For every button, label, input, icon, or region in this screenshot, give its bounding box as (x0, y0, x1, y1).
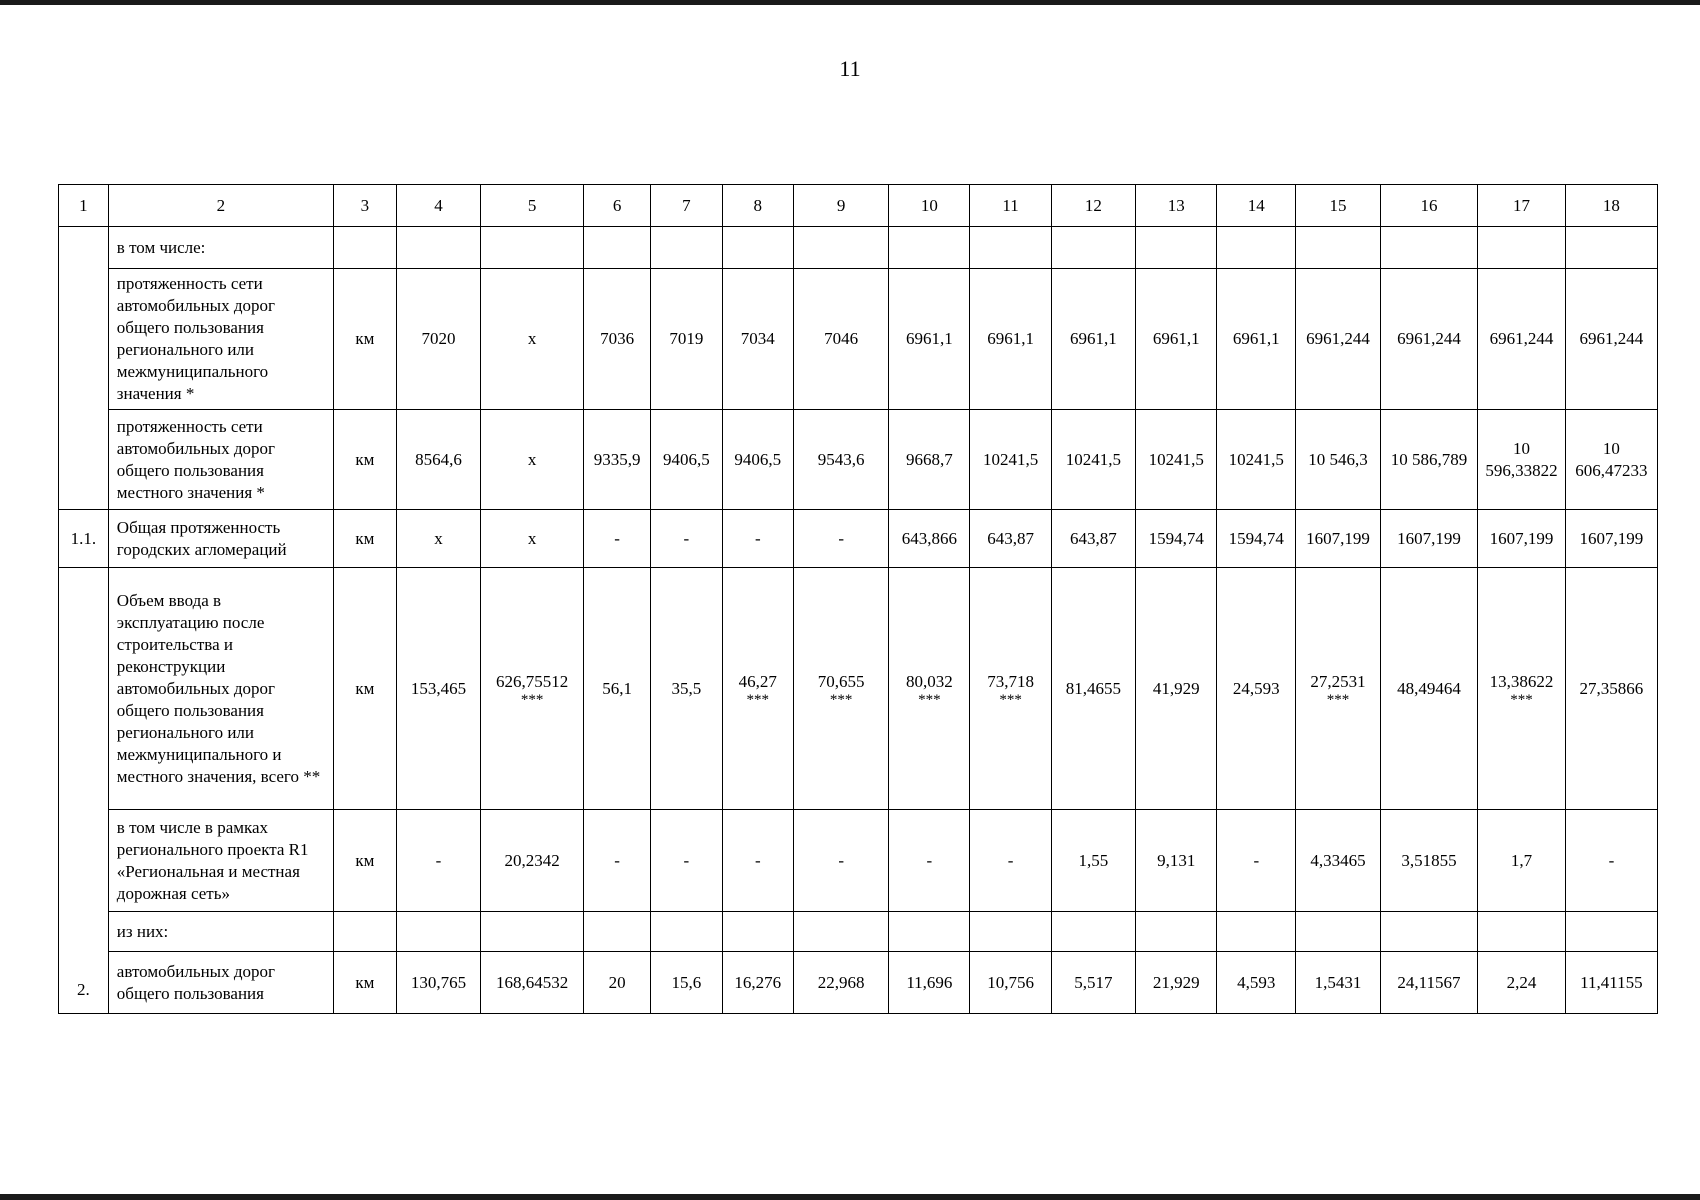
value-cell (889, 952, 970, 1014)
bottom-scan-border (0, 1194, 1700, 1200)
value-cell (1296, 269, 1380, 410)
value-text: 5,517 (1074, 972, 1113, 992)
value-cell (889, 568, 970, 810)
header-cell: 15 (1296, 185, 1380, 227)
table-row (59, 810, 1658, 912)
unit-cell: км (333, 568, 396, 810)
value-cell (584, 952, 651, 1014)
value-cell (396, 810, 480, 912)
value-cell (651, 269, 722, 410)
value-text: 1607,199 (1306, 528, 1370, 548)
value-cell (1051, 568, 1135, 810)
footnote-mark: *** (999, 691, 1022, 708)
header-cell: 4 (396, 185, 480, 227)
value-cell (722, 912, 793, 952)
value-cell (1051, 269, 1135, 410)
value-text: 643,87 (1070, 528, 1117, 548)
value-cell (722, 227, 793, 269)
value-text: 11,696 (906, 972, 953, 992)
value-cell (794, 410, 889, 510)
value-cell (1136, 952, 1217, 1014)
header-cell: 6 (584, 185, 651, 227)
value-text: 20,2342 (504, 850, 560, 870)
value-text: 6961,244 (1579, 329, 1644, 348)
value-cell (1136, 810, 1217, 912)
value-text: 11,41155 (1580, 972, 1643, 992)
header-cell: 5 (481, 185, 584, 227)
value-cell (794, 568, 889, 810)
value-cell (970, 568, 1051, 810)
value-text: 24,11567 (1397, 972, 1461, 992)
value-text: 27,2531 (1310, 671, 1366, 691)
value-text: 1594,74 (1228, 528, 1284, 548)
unit-cell: км (333, 810, 396, 912)
value-text: 1594,74 (1148, 528, 1204, 548)
value-cell (1478, 510, 1566, 568)
value-text: 1,7 (1510, 850, 1533, 870)
value-text: 10 606,47233 (1575, 438, 1648, 480)
value-cell (651, 410, 722, 510)
value-cell (1136, 912, 1217, 952)
value-text: 6961,1 (1232, 329, 1280, 348)
header-cell: 9 (794, 185, 889, 227)
value-cell (481, 510, 584, 568)
header-cell: 8 (722, 185, 793, 227)
value-text: 21,929 (1152, 972, 1200, 992)
value-text: 2,24 (1506, 972, 1537, 992)
value-cell (584, 269, 651, 410)
header-cell: 16 (1380, 185, 1477, 227)
value-text: 3,51855 (1401, 850, 1457, 870)
value-text: 1607,199 (1489, 528, 1554, 548)
value-text: х (434, 528, 443, 548)
value-cell (1217, 227, 1296, 269)
value-text: 7046 (824, 329, 859, 348)
header-cell: 14 (1217, 185, 1296, 227)
value-text: 10 586,789 (1390, 449, 1468, 469)
value-cell (970, 227, 1051, 269)
value-cell (481, 269, 584, 410)
value-text: 56,1 (602, 678, 632, 698)
value-text: 13,38622 (1489, 671, 1554, 691)
value-cell (1565, 269, 1657, 410)
value-cell (396, 227, 480, 269)
value-cell (970, 810, 1051, 912)
description-cell: Объем ввода в эксплуатацию после строительства и реконструкции автомобильных дорог общего пользования регионального или межмуниципального и местного значения, всего ** (108, 568, 333, 810)
value-text: 10 546,3 (1308, 449, 1368, 469)
value-cell (1565, 912, 1657, 952)
header-cell: 13 (1136, 185, 1217, 227)
value-text: 6961,244 (1397, 329, 1461, 348)
row-number-cell (59, 227, 109, 510)
value-text: - (838, 850, 844, 870)
footnote-mark: *** (1510, 691, 1533, 708)
row-number-cell: 2. (59, 568, 109, 1014)
value-cell (1217, 810, 1296, 912)
value-cell (584, 510, 651, 568)
value-cell (584, 227, 651, 269)
value-cell (396, 510, 480, 568)
value-text: 16,276 (734, 972, 782, 992)
footnote-mark: *** (746, 691, 770, 708)
value-text: 4,593 (1237, 972, 1276, 992)
value-text: 27,35866 (1579, 678, 1644, 698)
description-cell: протяженность сети автомобильных дорог общего пользования местного значения * (108, 410, 333, 510)
value-text: 1,55 (1078, 850, 1109, 870)
value-cell (970, 952, 1051, 1014)
value-text: - (754, 528, 761, 548)
value-text: - (435, 850, 442, 870)
unit-cell: км (333, 269, 396, 410)
value-text: 10 596,33822 (1485, 438, 1558, 480)
table-row (59, 227, 1658, 269)
value-cell (889, 410, 970, 510)
value-cell (1565, 952, 1657, 1014)
value-text: 130,765 (410, 972, 467, 992)
value-cell (794, 510, 889, 568)
table-row (59, 952, 1658, 1014)
value-cell (1565, 568, 1657, 810)
value-cell (481, 912, 584, 952)
value-text: 7019 (669, 329, 704, 348)
value-cell (1380, 227, 1477, 269)
value-cell (1136, 510, 1217, 568)
value-cell (1136, 227, 1217, 269)
value-text: 6961,1 (906, 329, 953, 348)
value-text: 8564,6 (415, 449, 462, 469)
value-text: 15,6 (671, 972, 702, 992)
value-cell (584, 568, 651, 810)
value-text: - (614, 850, 620, 870)
value-cell (1296, 227, 1380, 269)
value-text: х (527, 329, 537, 348)
description-cell: из них: (108, 912, 333, 952)
value-cell (794, 227, 889, 269)
unit-cell: км (333, 510, 396, 568)
value-cell (794, 810, 889, 912)
footnote-mark: *** (918, 691, 941, 708)
value-cell (584, 410, 651, 510)
footnote-mark: *** (520, 691, 544, 708)
value-cell (1478, 810, 1566, 912)
value-text: 9335,9 (593, 449, 641, 469)
unit-cell (333, 912, 396, 952)
footnote-mark: *** (829, 691, 853, 708)
value-cell (1051, 510, 1135, 568)
value-cell (1380, 912, 1477, 952)
value-text: - (754, 850, 761, 870)
value-text: 80,032 (906, 671, 953, 691)
value-cell (1380, 568, 1477, 810)
value-cell (584, 912, 651, 952)
value-text: - (1007, 850, 1014, 870)
description-cell: Общая протяженность городских агломераций (108, 510, 333, 568)
header-cell: 1 (59, 185, 109, 227)
value-cell (651, 227, 722, 269)
value-cell (1380, 410, 1477, 510)
value-cell (889, 912, 970, 952)
value-text: 10241,5 (1065, 449, 1121, 469)
value-text: 10241,5 (1148, 449, 1204, 469)
value-text: 73,718 (987, 671, 1034, 691)
value-text: - (926, 850, 933, 870)
row-number-cell: 1.1. (59, 510, 109, 568)
header-row (59, 185, 1658, 227)
footnote-mark: *** (1326, 691, 1350, 708)
value-text: 1,5431 (1314, 972, 1362, 992)
value-cell (1296, 410, 1380, 510)
value-cell (1478, 912, 1566, 952)
value-cell (1296, 952, 1380, 1014)
value-cell (889, 227, 970, 269)
table-row (59, 510, 1658, 568)
description-cell: в том числе в рамках регионального проекта R1 «Региональная и местная дорожная сеть» (108, 810, 333, 912)
unit-cell (333, 227, 396, 269)
value-cell (794, 952, 889, 1014)
value-cell (1380, 269, 1477, 410)
value-cell (396, 269, 480, 410)
unit-cell: км (333, 410, 396, 510)
value-cell (1478, 952, 1566, 1014)
value-cell (1051, 912, 1135, 952)
value-text: 4,33465 (1310, 850, 1366, 870)
value-text: - (683, 528, 690, 548)
value-cell (794, 269, 889, 410)
value-cell (651, 568, 722, 810)
header-cell: 2 (108, 185, 333, 227)
value-text: 7020 (421, 329, 456, 348)
value-text: - (1608, 850, 1615, 870)
value-text: 9543,6 (817, 449, 865, 469)
table-row (59, 568, 1658, 810)
header-cell: 3 (333, 185, 396, 227)
value-cell (1051, 227, 1135, 269)
value-cell (396, 410, 480, 510)
value-text: 22,968 (817, 972, 865, 992)
value-cell (1565, 410, 1657, 510)
value-cell (1478, 269, 1566, 410)
value-text: 35,5 (671, 678, 702, 698)
value-text: - (683, 850, 690, 870)
header-cell: 7 (651, 185, 722, 227)
value-cell (1380, 510, 1477, 568)
value-cell (1051, 810, 1135, 912)
value-text: 626,75512 (495, 671, 569, 691)
value-cell (1217, 410, 1296, 510)
value-cell (1478, 227, 1566, 269)
header-cell: 18 (1565, 185, 1657, 227)
value-text: 9668,7 (906, 449, 953, 469)
value-cell (1565, 227, 1657, 269)
value-cell (889, 269, 970, 410)
value-cell (1380, 952, 1477, 1014)
value-cell (1478, 568, 1566, 810)
value-cell (1380, 810, 1477, 912)
value-cell (1136, 269, 1217, 410)
value-cell (1296, 568, 1380, 810)
value-text: 10241,5 (982, 449, 1039, 469)
value-cell (889, 810, 970, 912)
header-cell: 11 (970, 185, 1051, 227)
value-text: 1607,199 (1579, 528, 1644, 548)
value-cell (722, 269, 793, 410)
value-cell (481, 952, 584, 1014)
header-cell: 10 (889, 185, 970, 227)
value-cell (722, 510, 793, 568)
value-text: 643,866 (901, 528, 957, 548)
value-text: - (614, 528, 620, 548)
value-cell (1478, 410, 1566, 510)
value-cell (651, 810, 722, 912)
value-cell (481, 810, 584, 912)
value-text: х (527, 449, 537, 469)
value-cell (651, 912, 722, 952)
value-cell (1136, 568, 1217, 810)
value-text: 9406,5 (662, 449, 710, 469)
table-row (59, 410, 1658, 510)
value-text: 24,593 (1232, 678, 1280, 698)
value-cell (1051, 410, 1135, 510)
header-cell: 12 (1051, 185, 1135, 227)
unit-cell: км (333, 952, 396, 1014)
data-table (58, 184, 1658, 1014)
value-cell (396, 912, 480, 952)
value-cell (1296, 912, 1380, 952)
value-text: х (527, 528, 537, 548)
description-cell: в том числе: (108, 227, 333, 269)
value-cell (1217, 568, 1296, 810)
value-cell (481, 410, 584, 510)
header-cell: 17 (1478, 185, 1566, 227)
value-text: 168,64532 (495, 972, 569, 992)
value-cell (1565, 810, 1657, 912)
table-row (59, 269, 1658, 410)
value-cell (1217, 269, 1296, 410)
value-cell (1136, 410, 1217, 510)
top-scan-border (0, 0, 1700, 5)
value-cell (970, 410, 1051, 510)
description-cell: протяженность сети автомобильных дорог общего пользования регионального или межмуниципального значения * (108, 269, 333, 410)
value-text: 6961,1 (1070, 329, 1117, 348)
value-text: 41,929 (1152, 678, 1200, 698)
value-cell (396, 568, 480, 810)
value-cell (1296, 810, 1380, 912)
value-cell (396, 952, 480, 1014)
value-cell (584, 810, 651, 912)
value-cell (481, 227, 584, 269)
value-text: 10,756 (987, 972, 1034, 992)
value-text: - (838, 528, 844, 548)
value-text: 6961,1 (1152, 329, 1200, 348)
value-text: 10241,5 (1228, 449, 1284, 469)
table-row (59, 912, 1658, 952)
value-cell (651, 510, 722, 568)
value-text: 9,131 (1157, 850, 1196, 870)
value-text: 7036 (600, 329, 635, 348)
value-cell (1217, 510, 1296, 568)
value-text: 643,87 (987, 528, 1034, 548)
value-text: 48,49464 (1397, 678, 1461, 698)
value-text: 1607,199 (1397, 528, 1461, 548)
value-cell (794, 912, 889, 952)
value-cell (1217, 952, 1296, 1014)
value-text: 7034 (740, 329, 775, 348)
value-cell (970, 269, 1051, 410)
value-cell (1296, 510, 1380, 568)
value-text: 70,655 (817, 671, 865, 691)
value-text: 20 (608, 972, 626, 992)
value-cell (481, 568, 584, 810)
value-cell (722, 810, 793, 912)
value-text: 9406,5 (734, 449, 782, 469)
value-text: 153,465 (410, 678, 467, 698)
value-text: 6961,244 (1306, 329, 1370, 348)
value-text: 81,4655 (1065, 678, 1121, 698)
value-cell (1051, 952, 1135, 1014)
value-cell (722, 568, 793, 810)
page-number: 11 (839, 56, 861, 81)
value-cell (970, 510, 1051, 568)
value-cell (651, 952, 722, 1014)
value-text: 46,27 (738, 671, 777, 691)
description-cell: автомобильных дорог общего пользования (108, 952, 333, 1014)
value-cell (889, 510, 970, 568)
value-cell (1565, 510, 1657, 568)
value-cell (970, 912, 1051, 952)
value-text: 6961,244 (1489, 329, 1554, 348)
value-cell (1217, 912, 1296, 952)
value-cell (722, 410, 793, 510)
value-text: 6961,1 (987, 329, 1034, 348)
value-cell (722, 952, 793, 1014)
value-text: - (1253, 850, 1260, 870)
